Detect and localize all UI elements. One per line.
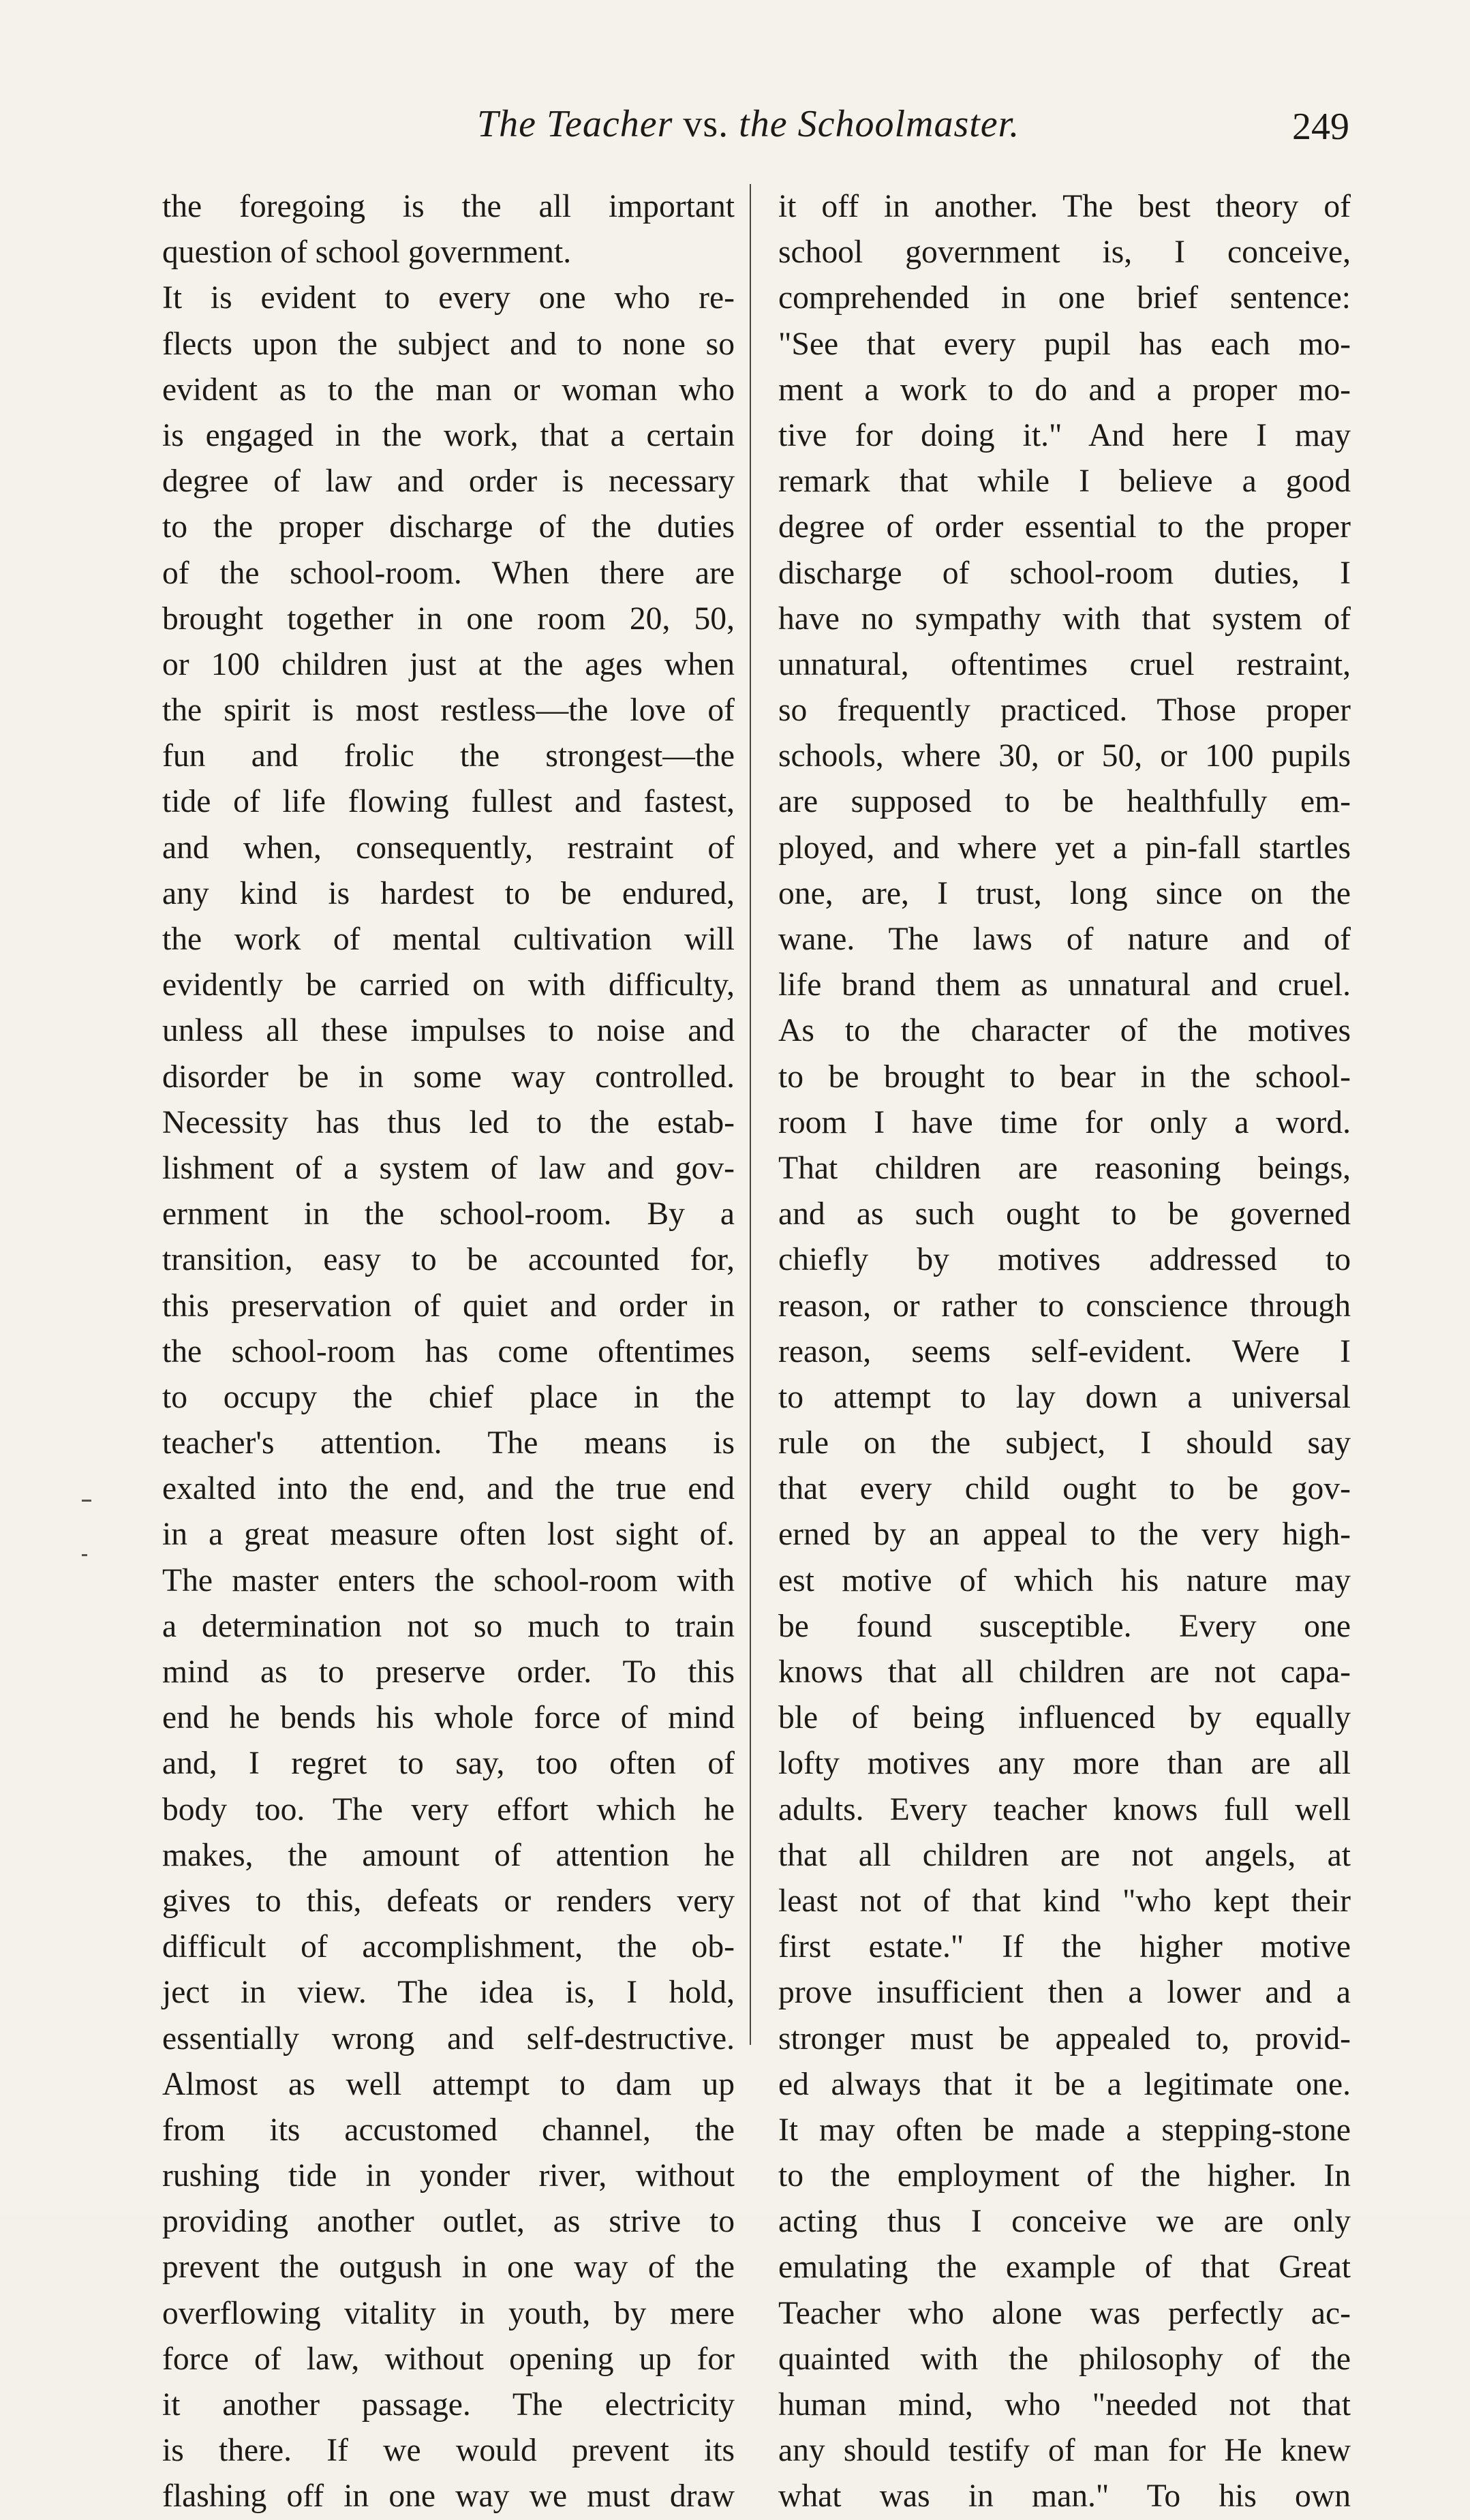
text-line: the work of mental cultivation will xyxy=(162,922,735,957)
text-line: difficult of accomplishment, the ob- xyxy=(162,1929,735,1965)
text-line: force of law, without opening up for xyxy=(162,2341,735,2377)
text-line: ject in view. The idea is, I hold, xyxy=(162,1975,735,2011)
text-line: question of school government. xyxy=(162,234,572,271)
text-line: gives to this, defeats or renders very xyxy=(162,1883,735,1919)
text-line: brought together in one room 20, 50, xyxy=(162,601,735,637)
text-line: ble of being influenced by equally xyxy=(778,1700,1351,1736)
text-line: and, I regret to say, too often of xyxy=(162,1746,735,1782)
text-line: the spirit is most restless—the love of xyxy=(162,693,735,729)
text-line: ployed, and where yet a pin-fall startles xyxy=(778,830,1351,866)
text-line: reason, seems self-evident. Were I xyxy=(778,1333,1351,1369)
margin-mark xyxy=(82,1554,87,1556)
text-line: unnatural, oftentimes cruel restraint, xyxy=(778,646,1351,682)
text-line: in a great measure often lost sight of. xyxy=(162,1517,735,1553)
text-line: is engaged in the work, that a certain xyxy=(162,417,735,453)
text-line: The master enters the school-room with xyxy=(162,1562,735,1598)
right-text-column xyxy=(778,184,1351,2520)
text-line: schools, where 30, or 50, or 100 pupils xyxy=(778,738,1351,774)
text-line: tive for doing it." And here I may xyxy=(778,417,1351,453)
text-line: from its accustomed channel, the xyxy=(162,2112,735,2148)
left-text-column xyxy=(162,184,735,2520)
text-line: that all children are not angels, at xyxy=(778,1837,1351,1873)
text-line: quainted with the philosophy of the xyxy=(778,2341,1351,2377)
text-line: is there. If we would prevent its xyxy=(162,2433,735,2469)
text-line: That children are reasoning beings, xyxy=(778,1150,1351,1186)
text-line: one, are, I trust, long since on the xyxy=(778,875,1351,911)
text-line: least not of that kind "who kept their xyxy=(778,1883,1351,1919)
text-line: to be brought to bear in the school- xyxy=(778,1059,1351,1095)
text-line: and when, consequently, restraint of xyxy=(162,830,735,866)
running-title-part-a: The Teacher xyxy=(477,103,673,145)
margin-mark xyxy=(82,1500,91,1502)
text-line: "See that every pupil has each mo- xyxy=(778,326,1351,362)
text-line: what was in man." To his own xyxy=(778,2478,1351,2515)
text-line: rule on the subject, I should say xyxy=(778,1425,1351,1461)
text-line: overflowing vitality in youth, by mere xyxy=(162,2295,735,2331)
text-line: lofty motives any more than are all xyxy=(778,1746,1351,1782)
running-title-vs: vs. xyxy=(673,103,739,145)
text-line: evidently be carried on with difficulty, xyxy=(162,967,735,1003)
text-line: life brand them as unnatural and cruel. xyxy=(778,967,1351,1003)
text-line: teacher's attention. The means is xyxy=(162,1425,735,1461)
text-line: first estate." If the higher motive xyxy=(778,1929,1351,1965)
text-line: rushing tide in yonder river, without xyxy=(162,2158,735,2194)
text-line: to occupy the chief place in the xyxy=(162,1379,735,1415)
text-line: that every child ought to be gov- xyxy=(778,1471,1351,1507)
text-line: adults. Every teacher knows full well xyxy=(778,1791,1351,1827)
text-line: school government is, I conceive, xyxy=(778,234,1351,271)
text-line: wane. The laws of nature and of xyxy=(778,922,1351,957)
text-line: are supposed to be healthfully em- xyxy=(778,784,1351,820)
text-line: fun and frolic the strongest—the xyxy=(162,738,735,774)
text-line: this preservation of quiet and order in xyxy=(162,1288,735,1324)
text-line: ernment in the school-room. By a xyxy=(162,1196,735,1232)
text-line: disorder be in some way controlled. xyxy=(162,1059,735,1095)
text-line: mind as to preserve order. To this xyxy=(162,1654,735,1690)
text-line: exalted into the end, and the true end xyxy=(162,1471,735,1507)
text-line: chiefly by motives addressed to xyxy=(778,1242,1351,1278)
text-line: of the school-room. When there are xyxy=(162,555,735,591)
text-line: body too. The very effort which he xyxy=(162,1791,735,1827)
text-line: room I have time for only a word. xyxy=(778,1104,1351,1140)
text-line: degree of law and order is necessary xyxy=(162,464,735,500)
text-line: providing another outlet, as strive to xyxy=(162,2204,735,2240)
column-divider xyxy=(750,184,751,2045)
text-line: Necessity has thus led to the estab- xyxy=(162,1104,735,1140)
text-line: the school-room has come oftentimes xyxy=(162,1333,735,1369)
text-line: reason, or rather to conscience through xyxy=(778,1288,1351,1324)
text-line: to attempt to lay down a universal xyxy=(778,1379,1351,1415)
text-line: It is evident to every one who re- xyxy=(162,280,735,316)
text-line: it off in another. The best theory of xyxy=(778,189,1351,224)
text-line: transition, easy to be accounted for, xyxy=(162,1242,735,1278)
text-line: tide of life flowing fullest and fastest, xyxy=(162,784,735,820)
page-number: 249 xyxy=(1292,106,1349,148)
text-line: so frequently practiced. Those proper xyxy=(778,693,1351,729)
text-line: essentially wrong and self-destructive. xyxy=(162,2020,735,2056)
text-line: flects upon the subject and to none so xyxy=(162,326,735,362)
running-title-part-b: the Schoolmaster. xyxy=(739,103,1020,145)
text-line: evident as to the man or woman who xyxy=(162,371,735,408)
text-line: ment a work to do and a proper mo- xyxy=(778,371,1351,408)
text-line: As to the character of the motives xyxy=(778,1013,1351,1049)
text-line: a determination not so much to train xyxy=(162,1608,735,1644)
text-line: discharge of school-room duties, I xyxy=(778,555,1351,591)
text-line: have no sympathy with that system of xyxy=(778,601,1351,637)
text-line: acting thus I conceive we are only xyxy=(778,2204,1351,2240)
text-line: erned by an appeal to the very high- xyxy=(778,1517,1351,1553)
text-line: remark that while I believe a good xyxy=(778,464,1351,500)
text-line: prove insufficient then a lower and a xyxy=(778,1975,1351,2011)
text-line: knows that all children are not capa- xyxy=(778,1654,1351,1690)
text-line: ed always that it be a legitimate one. xyxy=(778,2066,1351,2102)
text-line: end he bends his whole force of mind xyxy=(162,1700,735,1736)
text-line: human mind, who "needed not that xyxy=(778,2387,1351,2423)
text-line: it another passage. The electricity xyxy=(162,2387,735,2423)
text-line: to the employment of the higher. In xyxy=(778,2158,1351,2194)
text-line: any should testify of man for He knew xyxy=(778,2433,1351,2469)
running-title xyxy=(477,102,1020,146)
text-line: stronger must be appealed to, provid- xyxy=(778,2020,1351,2056)
text-line: unless all these impulses to noise and xyxy=(162,1013,735,1049)
text-line: lishment of a system of law and gov- xyxy=(162,1150,735,1186)
text-line: any kind is hardest to be endured, xyxy=(162,875,735,911)
text-line: Teacher who alone was perfectly ac- xyxy=(778,2295,1351,2331)
text-line: est motive of which his nature may xyxy=(778,1562,1351,1598)
text-line: to the proper discharge of the duties xyxy=(162,509,735,545)
text-line: It may often be made a stepping-stone xyxy=(778,2112,1351,2148)
text-line: makes, the amount of attention he xyxy=(162,1837,735,1873)
text-line: emulating the example of that Great xyxy=(778,2249,1351,2286)
text-line: comprehended in one brief sentence: xyxy=(778,280,1351,316)
text-line: the foregoing is the all important xyxy=(162,189,735,224)
text-line: prevent the outgush in one way of the xyxy=(162,2249,735,2286)
text-line: be found susceptible. Every one xyxy=(778,1608,1351,1644)
text-line: Almost as well attempt to dam up xyxy=(162,2066,735,2102)
text-line: degree of order essential to the proper xyxy=(778,509,1351,545)
text-line: flashing off in one way we must draw xyxy=(162,2478,735,2515)
running-head xyxy=(157,102,1356,157)
text-line: and as such ought to be governed xyxy=(778,1196,1351,1232)
text-line: or 100 children just at the ages when xyxy=(162,646,735,682)
